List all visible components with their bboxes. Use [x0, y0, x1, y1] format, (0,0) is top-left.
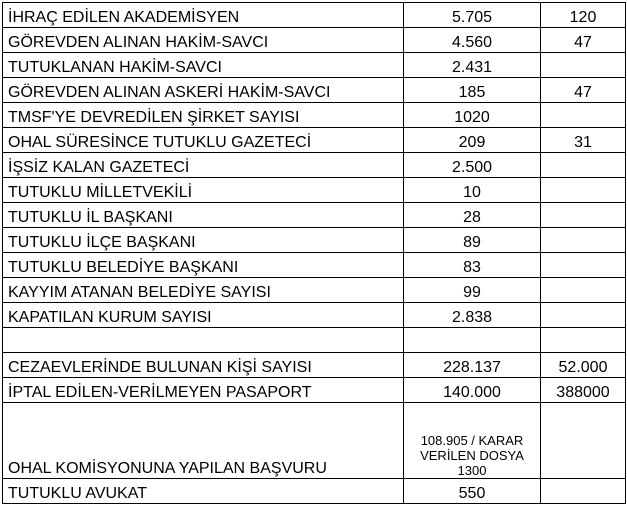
row-label: KAYYIM ATANAN BELEDİYE SAYISI	[3, 278, 404, 303]
table-row	[3, 479, 626, 504]
row-extra	[541, 103, 626, 128]
row-label: GÖREVDEN ALINAN HAKİM-SAVCI	[3, 28, 404, 53]
row-label: İPTAL EDİLEN-VERİLMEYEN PASAPORT	[3, 378, 404, 403]
row-extra	[541, 303, 626, 328]
table-row	[3, 353, 626, 378]
row-value: 185	[404, 78, 541, 103]
row-value: 4.560	[404, 28, 541, 53]
row-label: TUTUKLU BELEDİYE BAŞKANI	[3, 253, 404, 278]
row-value: 83	[404, 253, 541, 278]
table-row	[3, 403, 626, 479]
table-row	[3, 128, 626, 153]
row-value: 140.000	[404, 378, 541, 403]
table-row	[3, 228, 626, 253]
row-label: OHAL KOMİSYONUNA YAPILAN BAŞVURU	[3, 403, 404, 479]
row-extra: 388000	[541, 378, 626, 403]
row-value: 550	[404, 479, 541, 504]
table-row	[3, 153, 626, 178]
row-extra	[541, 53, 626, 78]
row-label: TUTUKLU AVUKAT	[3, 479, 404, 504]
row-extra	[541, 278, 626, 303]
row-label: İHRAÇ EDİLEN AKADEMİSYEN	[3, 3, 404, 28]
row-value: 10	[404, 178, 541, 203]
row-extra: 31	[541, 128, 626, 153]
row-label: TUTUKLU İL BAŞKANI	[3, 203, 404, 228]
row-label: TMSF'YE DEVREDİLEN ŞİRKET SAYISI	[3, 103, 404, 128]
row-extra	[541, 479, 626, 504]
row-label	[3, 328, 404, 353]
row-value: 2.431	[404, 53, 541, 78]
row-label: CEZAEVLERİNDE BULUNAN KİŞİ SAYISI	[3, 353, 404, 378]
row-extra	[541, 178, 626, 203]
row-value: 89	[404, 228, 541, 253]
row-label: GÖREVDEN ALINAN ASKERİ HAKİM-SAVCI	[3, 78, 404, 103]
row-label: TUTUKLANAN HAKİM-SAVCI	[3, 53, 404, 78]
row-extra: 47	[541, 78, 626, 103]
table-row	[3, 253, 626, 278]
row-value: 5.705	[404, 3, 541, 28]
row-label: İŞSİZ KALAN GAZETECİ	[3, 153, 404, 178]
row-value: 2.838	[404, 303, 541, 328]
row-value: 209	[404, 128, 541, 153]
row-extra	[541, 403, 626, 479]
row-value: 108.905 / KARAR VERİLEN DOSYA 1300	[404, 403, 541, 479]
row-value	[404, 328, 541, 353]
row-extra	[541, 328, 626, 353]
table-body	[3, 3, 626, 504]
row-label: OHAL SÜRESİNCE TUTUKLU GAZETECİ	[3, 128, 404, 153]
row-value: 28	[404, 203, 541, 228]
table-row	[3, 178, 626, 203]
row-value: 228.137	[404, 353, 541, 378]
row-extra	[541, 203, 626, 228]
table-row	[3, 78, 626, 103]
row-label: KAPATILAN KURUM SAYISI	[3, 303, 404, 328]
row-extra: 47	[541, 28, 626, 53]
row-extra	[541, 228, 626, 253]
row-label: TUTUKLU İLÇE BAŞKANI	[3, 228, 404, 253]
row-value: 99	[404, 278, 541, 303]
table-row	[3, 53, 626, 78]
table-row	[3, 278, 626, 303]
table-row	[3, 203, 626, 228]
row-value: 2.500	[404, 153, 541, 178]
statistics-table	[2, 2, 626, 504]
table-row	[3, 3, 626, 28]
table-row-empty	[3, 328, 626, 353]
table-row	[3, 378, 626, 403]
row-value: 1020	[404, 103, 541, 128]
row-extra	[541, 253, 626, 278]
table-row	[3, 103, 626, 128]
row-extra: 52.000	[541, 353, 626, 378]
row-label: TUTUKLU MİLLETVEKİLİ	[3, 178, 404, 203]
table-row	[3, 28, 626, 53]
row-extra	[541, 153, 626, 178]
row-extra: 120	[541, 3, 626, 28]
table-row	[3, 303, 626, 328]
